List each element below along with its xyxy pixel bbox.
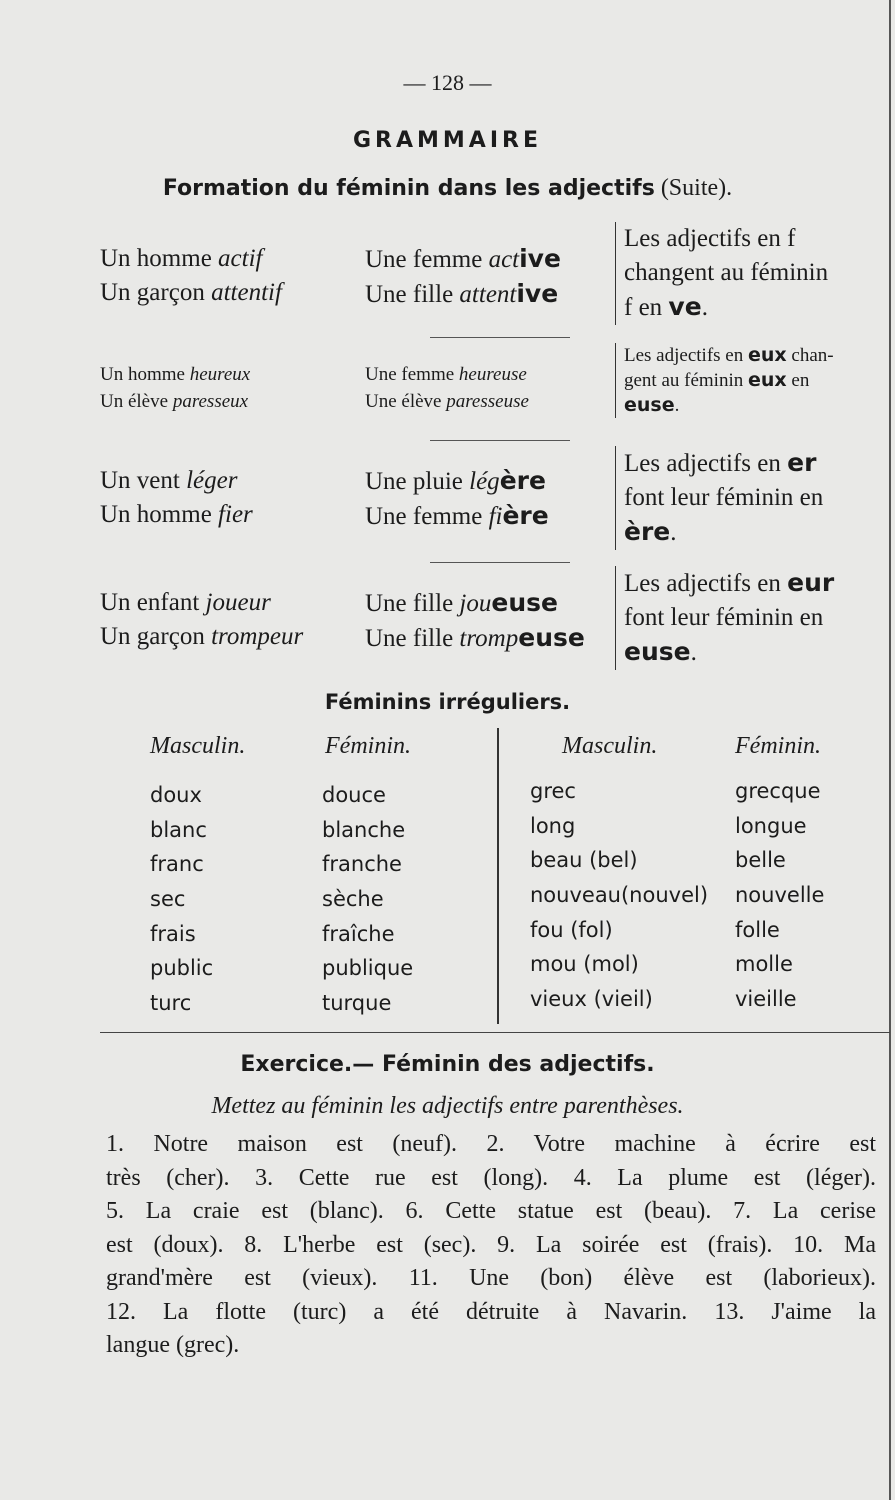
word: blanc bbox=[150, 817, 207, 842]
word: sec bbox=[150, 887, 186, 912]
word: vieille bbox=[735, 987, 797, 1012]
word: turc bbox=[150, 991, 192, 1016]
header-feminin-left: Féminin. bbox=[325, 733, 411, 759]
word: public bbox=[150, 956, 214, 981]
word: fou (fol) bbox=[530, 917, 613, 942]
masculine-examples bbox=[100, 586, 360, 654]
irregular-fem-left bbox=[322, 778, 413, 1021]
header-masculin-left: Masculin. bbox=[150, 733, 246, 759]
word: franche bbox=[322, 852, 402, 877]
word: longue bbox=[735, 813, 807, 838]
page-title: GRAMMAIRE bbox=[353, 128, 542, 153]
column-divider bbox=[497, 728, 499, 1024]
rule-text bbox=[615, 446, 894, 550]
bottom-rule bbox=[100, 1032, 890, 1033]
masc-example: Un enfant joueur bbox=[100, 589, 271, 616]
masculine-examples bbox=[100, 361, 360, 415]
rule-line: euse. bbox=[624, 394, 680, 416]
word: frais bbox=[150, 921, 196, 946]
word: publique bbox=[322, 956, 414, 981]
irregular-title: Féminins irréguliers. bbox=[324, 690, 571, 714]
exercise-line: grand'mère est (vieux). 11. Une (bon) élève est (laborieux). bbox=[106, 1265, 876, 1291]
exercise-line: est (doux). 8. L'herbe est (sec). 9. La soirée est (frais). 10. Ma bbox=[106, 1231, 876, 1258]
word: vieux (vieil) bbox=[530, 987, 653, 1012]
rule-line: Les adjectifs en er bbox=[624, 448, 817, 477]
rule-line: font leur féminin en bbox=[624, 484, 824, 511]
exercise-text bbox=[106, 1128, 876, 1363]
fem-example: Une femme heureuse bbox=[365, 364, 527, 385]
word: grec bbox=[530, 779, 576, 803]
fem-example: Une pluie légère bbox=[365, 466, 546, 495]
word: doux bbox=[150, 783, 202, 807]
word: belle bbox=[735, 848, 786, 873]
rule-line: ère. bbox=[624, 517, 677, 546]
fem-example: Une fille attentive bbox=[365, 279, 559, 308]
subtitle-main: Formation du féminin dans les adjectifs bbox=[162, 176, 655, 201]
exercise-line: 5. La craie est (blanc). 6. Cette statue est (beau). 7. La cerise bbox=[106, 1198, 876, 1224]
exercise-line: 12. La flotte (turc) a été détruite à Navarin. 13. J'aime la bbox=[106, 1298, 876, 1325]
rule-text bbox=[615, 222, 894, 325]
word: sèche bbox=[322, 887, 384, 912]
rule-line: font leur féminin en bbox=[624, 604, 824, 631]
irregular-masc-right bbox=[530, 774, 708, 1017]
word: long bbox=[530, 813, 576, 838]
feminine-examples bbox=[365, 242, 605, 312]
rule-text bbox=[615, 343, 894, 418]
exercise-title: Exercice.— Féminin des adjectifs. bbox=[240, 1052, 655, 1077]
subtitle bbox=[0, 175, 895, 202]
masc-example: Un homme fier bbox=[100, 501, 253, 528]
fem-example: Une élève paresseuse bbox=[365, 391, 529, 412]
masc-example: Un élève paresseux bbox=[100, 391, 249, 412]
word: franc bbox=[150, 852, 204, 877]
irregular-masc-left bbox=[150, 778, 213, 1021]
subtitle-suffix: (Suite). bbox=[660, 175, 733, 201]
feminine-examples bbox=[365, 586, 605, 656]
word: fraîche bbox=[322, 921, 395, 946]
word: molle bbox=[735, 952, 793, 977]
rule-line: Les adjectifs en eur bbox=[624, 568, 835, 597]
irregular-fem-right bbox=[735, 774, 824, 1017]
word: blanche bbox=[322, 817, 406, 842]
header-feminin-right: Féminin. bbox=[735, 733, 821, 759]
word: nouveau(nouvel) bbox=[530, 883, 709, 908]
section-separator bbox=[430, 337, 570, 338]
word: turque bbox=[322, 991, 392, 1016]
rule-line: Les adjectifs en f bbox=[624, 225, 796, 252]
section-separator bbox=[430, 562, 570, 563]
exercise-line: langue (grec). bbox=[106, 1332, 240, 1358]
masc-example: Un garçon trompeur bbox=[100, 623, 304, 650]
feminine-examples bbox=[365, 361, 605, 415]
word: mou (mol) bbox=[530, 952, 639, 977]
exercise-line: très (cher). 3. Cette rue est (long). 4. La plume est (léger). bbox=[106, 1164, 876, 1191]
word: nouvelle bbox=[735, 883, 825, 908]
rule-text bbox=[615, 566, 894, 670]
fem-example: Une fille trompeuse bbox=[365, 623, 585, 652]
page-number: — 128 — bbox=[403, 70, 492, 95]
rule-line: euse. bbox=[624, 637, 697, 666]
fem-example: Une femme fière bbox=[365, 501, 549, 530]
rule-line: gent au féminin eux en bbox=[624, 369, 810, 391]
section-separator bbox=[430, 440, 570, 441]
fem-example: Une femme active bbox=[365, 244, 561, 273]
masc-example: Un homme heureux bbox=[100, 364, 251, 385]
header-masculin-right: Masculin. bbox=[562, 733, 658, 759]
rule-line: changent au féminin bbox=[624, 259, 829, 286]
exercise-instruction: Mettez au féminin les adjectifs entre parenthèses. bbox=[211, 1093, 684, 1119]
masc-example: Un homme actif bbox=[100, 245, 263, 272]
masc-example: Un garçon attentif bbox=[100, 279, 282, 306]
masc-example: Un vent léger bbox=[100, 467, 238, 494]
rule-line: Les adjectifs en eux chan- bbox=[624, 344, 834, 366]
masculine-examples bbox=[100, 242, 360, 310]
word: douce bbox=[322, 783, 386, 807]
word: grecque bbox=[735, 779, 821, 803]
fem-example: Une fille joueuse bbox=[365, 588, 558, 617]
rule-line: f en ve. bbox=[624, 292, 708, 321]
exercise-line: 1. Notre maison est (neuf). 2. Votre machine à écrire est bbox=[106, 1131, 876, 1157]
masculine-examples bbox=[100, 464, 360, 532]
word: folle bbox=[735, 917, 780, 942]
word: beau (bel) bbox=[530, 848, 638, 873]
feminine-examples bbox=[365, 464, 605, 534]
